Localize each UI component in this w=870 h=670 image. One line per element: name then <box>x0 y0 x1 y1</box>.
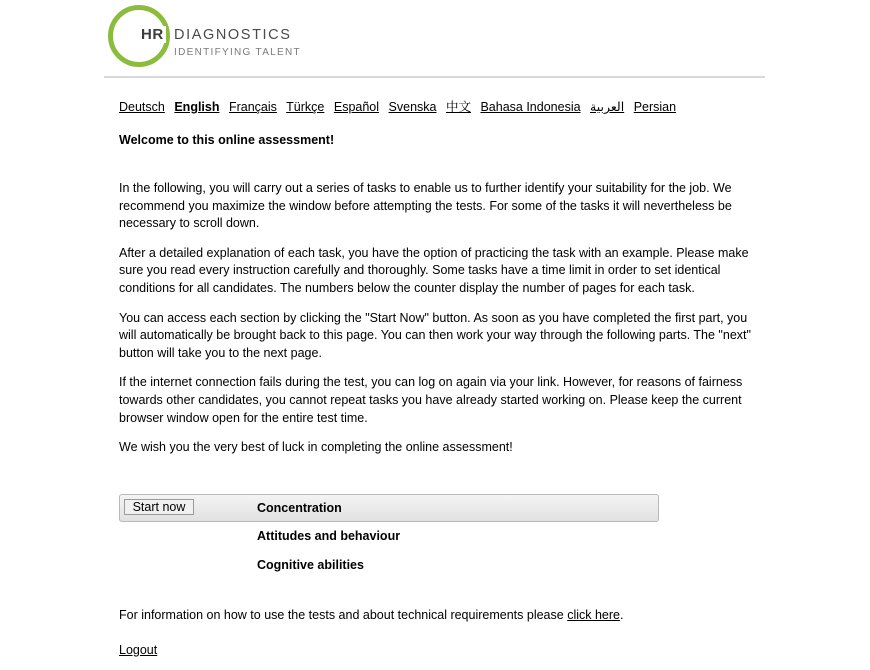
current-section-bar <box>119 494 659 522</box>
language-link-francais[interactable]: Français <box>228 100 277 114</box>
instruction-paragraph: After a detailed explanation of each task, you have the option of practicing the task with an example. Please make sure you read every instruction carefully and thoroughly. Some tasks have a time limit in order to set identical conditions for all candidates. The numbers below the counter display the number of pages for each task. <box>119 245 749 295</box>
instruction-paragraph: If the internet connection fails during the test, you can log on again via your link. However, for reasons of fairness towards other candidates, you cannot repeat tasks you have already started working on. Please keep the current browser window open for the entire test time. <box>119 375 743 425</box>
instruction-paragraph: In the following, you will carry out a series of tasks to enable us to further identify your suitability for the job. We recommend you maximize the window before attempting the tests. For some of the tasks it will nevertheless be necessary to scroll down. <box>119 181 732 231</box>
technical-info <box>119 608 623 622</box>
language-link-persian[interactable]: Persian <box>633 100 677 114</box>
technical-info-text: For information on how to use the tests and about technical requirements please <box>119 608 568 622</box>
language-selector <box>119 97 682 115</box>
logo-tagline: IDENTIFYING TALENT <box>174 47 301 58</box>
welcome-heading: Welcome to this online assessment! <box>119 133 335 147</box>
language-link-svenska[interactable]: Svenska <box>388 100 437 114</box>
instructions <box>119 180 759 469</box>
language-link-arabic[interactable]: العربية <box>590 100 625 114</box>
instruction-paragraph: You can access each section by clicking the "Start Now" button. As soon as you have completed the first part, you will automatically be brought back to this page. You can then work your way through the following parts. The "next" button will take you to the next page. <box>119 310 751 360</box>
language-link-deutsch[interactable]: Deutsch <box>119 100 165 114</box>
section-attitudes-behaviour: Attitudes and behaviour <box>257 529 401 543</box>
hr-diagnostics-logo <box>108 5 308 67</box>
language-link-turkce[interactable]: Türkçe <box>286 100 325 114</box>
language-link-chinese[interactable]: 中文 <box>445 100 471 114</box>
section-cognitive-abilities: Cognitive abilities <box>257 558 364 572</box>
header-divider <box>104 76 765 78</box>
logout-link[interactable]: Logout <box>119 643 158 657</box>
click-here-link[interactable]: click here <box>567 608 620 622</box>
language-link-bahasa-indonesia[interactable]: Bahasa Indonesia <box>480 100 581 114</box>
logo-mark: HR <box>141 26 164 43</box>
technical-info-suffix: . <box>619 608 624 622</box>
start-now-button[interactable]: Start now <box>124 499 194 515</box>
language-link-english[interactable]: English <box>174 100 220 114</box>
language-link-espanol[interactable]: Español <box>333 100 380 114</box>
section-concentration: Concentration <box>257 501 342 515</box>
logo-name: DIAGNOSTICS <box>174 27 292 43</box>
good-luck-text: We wish you the very best of luck in completing the online assessment! <box>119 440 513 455</box>
